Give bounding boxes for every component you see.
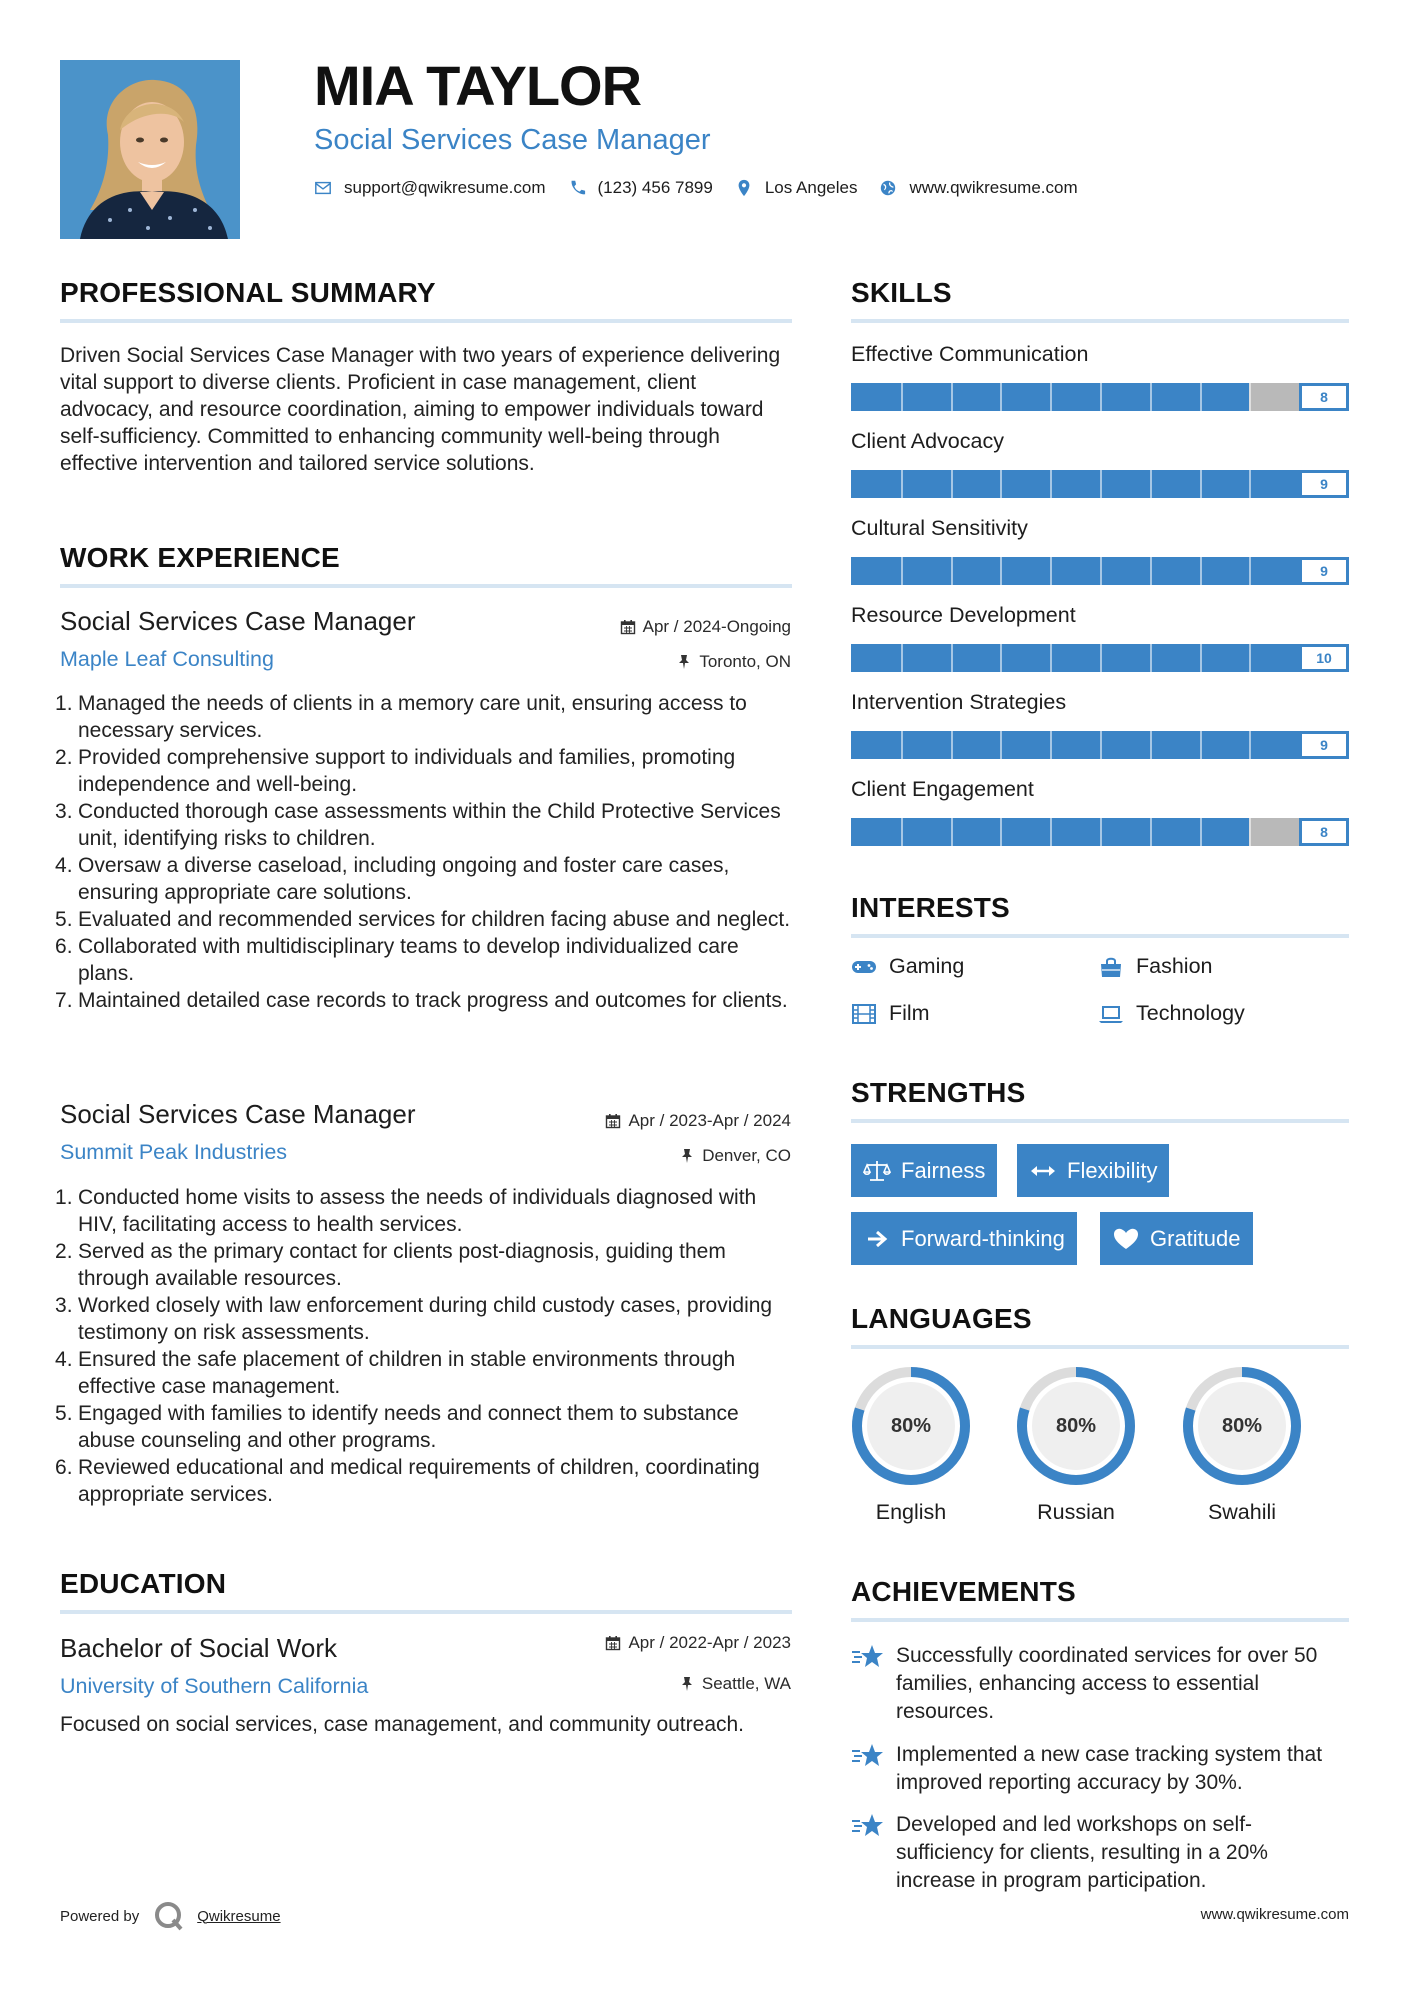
interest-fashion [1098, 954, 1213, 979]
skill-segment-divider [1000, 557, 1002, 585]
languages-divider [851, 1345, 1349, 1349]
contact-email[interactable] [314, 178, 546, 198]
skill-fill [851, 470, 1299, 498]
skill-segment-divider [1150, 818, 1152, 846]
language-percent: 80% [1221, 1414, 1263, 1437]
duty-item: Provided comprehensive support to individuals and families, promoting independence and well-being. [78, 746, 736, 796]
job-location-text-2: Denver, CO [702, 1146, 791, 1165]
education-school: University of Southern California [60, 1674, 369, 1698]
skill-segment-divider [1150, 731, 1152, 759]
footer-website[interactable]: www.qwikresume.com [1200, 1906, 1349, 1923]
shooting-star-icon [851, 1741, 885, 1771]
skill-segment-divider [1100, 470, 1102, 498]
globe-icon [879, 179, 897, 197]
job-location-text-1: Toronto, ON [699, 652, 791, 671]
skill-segment-divider [1000, 644, 1002, 672]
interest-label: Fashion [1136, 954, 1213, 978]
website-text: www.qwikresume.com [909, 178, 1078, 197]
skill-segment-divider [1050, 470, 1052, 498]
languages-heading: LANGUAGES [851, 1303, 1032, 1334]
experience-divider [60, 584, 792, 588]
job-dates-2 [605, 1111, 791, 1131]
skill-name-4: Resource Development [851, 603, 1076, 627]
skill-segment-divider [1150, 470, 1152, 498]
skill-level-badge: 10 [1299, 644, 1349, 672]
skill-segment-divider [951, 383, 953, 411]
duty-item: Managed the needs of clients in a memory care unit, ensuring access to necessary services. [78, 692, 747, 742]
skill-segment-divider [951, 818, 953, 846]
skill-name-1: Effective Communication [851, 342, 1089, 366]
skill-segment-divider [1200, 383, 1202, 411]
skill-name-6: Client Engagement [851, 777, 1034, 801]
job-company-2: Summit Peak Industries [60, 1140, 288, 1164]
calendar-icon [605, 1635, 621, 1651]
skill-segment-divider [1050, 383, 1052, 411]
education-dates-text: Apr / 2022-Apr / 2023 [628, 1633, 791, 1652]
job-title-1: Social Services Case Manager [60, 606, 416, 636]
skills-divider [851, 319, 1349, 323]
education-description: Focused on social services, case management, and community outreach. [60, 1713, 745, 1736]
strengths-heading: STRENGTHS [851, 1077, 1026, 1108]
duty-item: Collaborated with multidisciplinary teams to develop individualized care plans. [78, 935, 739, 985]
language-ring-swahili [1180, 1364, 1304, 1488]
skill-segment-divider [1100, 731, 1102, 759]
skill-level-badge: 8 [1299, 818, 1349, 846]
shopping-bag-icon [1098, 956, 1124, 978]
skill-segment-divider [951, 470, 953, 498]
achievement-text: Implemented a new case tracking system that improved reporting accuracy by 30%. [896, 1743, 1323, 1794]
skill-segment-divider [1200, 470, 1202, 498]
skill-segment-divider [901, 470, 903, 498]
skill-level-badge: 9 [1299, 731, 1349, 759]
job-title-2: Social Services Case Manager [60, 1099, 416, 1129]
envelope-icon [314, 179, 332, 197]
strength-label: Gratitude [1150, 1225, 1241, 1251]
duty-item: Conducted thorough case assessments within the Child Protective Services unit, identifying risks to children. [78, 800, 781, 850]
shooting-star-icon [851, 1642, 885, 1672]
skill-segment-divider [901, 644, 903, 672]
heart-icon [1112, 1227, 1140, 1251]
job-dates-text-2: Apr / 2023-Apr / 2024 [628, 1111, 791, 1130]
strengths-divider [851, 1119, 1349, 1123]
duty-item: Oversaw a diverse caseload, including ongoing and foster care cases, ensuring appropriate care solutions. [78, 854, 730, 904]
language-name-russian: Russian [1037, 1500, 1115, 1524]
job-location-1 [676, 652, 791, 672]
skill-segment-divider [1000, 818, 1002, 846]
strength-flexibility [1017, 1144, 1169, 1197]
shooting-star-icon [851, 1811, 885, 1841]
duty-item: Ensured the safe placement of children in stable environments through effective case management. [78, 1348, 736, 1398]
skill-segment-divider [1100, 557, 1102, 585]
duty-item: Maintained detailed case records to track progress and outcomes for clients. [78, 989, 788, 1012]
skill-name-2: Client Advocacy [851, 429, 1004, 453]
education-location-text: Seattle, WA [701, 1674, 791, 1693]
duty-item: Reviewed educational and medical requirements of children, coordinating appropriate services. [78, 1456, 760, 1506]
achievements-divider [851, 1618, 1349, 1622]
skill-bar-5 [851, 731, 1349, 759]
skill-segment-divider [1050, 731, 1052, 759]
interest-label: Gaming [889, 954, 965, 978]
skill-bar-6 [851, 818, 1349, 846]
powered-by-label: Powered by [60, 1907, 140, 1925]
skill-segment-divider [901, 383, 903, 411]
skill-segment-divider [1100, 818, 1102, 846]
skill-segment-divider [1150, 557, 1152, 585]
skill-level-badge: 8 [1299, 383, 1349, 411]
balance-scale-icon [863, 1159, 891, 1183]
interest-technology [1098, 1001, 1245, 1026]
strength-label: Fairness [901, 1157, 986, 1183]
phone-icon [568, 179, 586, 197]
language-ring-english [849, 1364, 973, 1488]
duty-item: Evaluated and recommended services for children facing abuse and neglect. [78, 908, 791, 931]
education-dates [605, 1633, 791, 1653]
job-company-1: Maple Leaf Consulting [60, 647, 274, 671]
skill-segment-divider [1249, 818, 1251, 846]
skill-bar-2 [851, 470, 1349, 498]
candidate-name: MIA TAYLOR [314, 54, 642, 117]
portrait-illustration [60, 60, 240, 239]
strength-forward-thinking [851, 1212, 1077, 1265]
strength-label: Forward-thinking [901, 1225, 1065, 1251]
duty-item: Conducted home visits to assess the needs of individuals diagnosed with HIV, facilitating access to health services. [78, 1186, 757, 1236]
skill-segment-divider [1249, 731, 1251, 759]
skill-fill [851, 731, 1299, 759]
achievements-heading: ACHIEVEMENTS [851, 1576, 1076, 1607]
strength-fairness [851, 1144, 997, 1197]
thumbtack-icon [676, 654, 692, 670]
skill-bar-3 [851, 557, 1349, 585]
skill-segment-divider [1249, 470, 1251, 498]
interest-label: Technology [1136, 1001, 1245, 1025]
thumbtack-icon [679, 1148, 695, 1164]
skill-level-badge: 9 [1299, 470, 1349, 498]
skill-name-5: Intervention Strategies [851, 690, 1067, 714]
skill-segment-divider [951, 731, 953, 759]
job-dates-1 [620, 617, 791, 637]
qwikresume-logo-icon [153, 1900, 185, 1932]
job-location-2 [679, 1146, 791, 1166]
skill-segment-divider [1100, 383, 1102, 411]
skill-segment-divider [1100, 644, 1102, 672]
skill-segment-divider [1000, 470, 1002, 498]
skill-level-badge: 9 [1299, 557, 1349, 585]
skill-segment-divider [1200, 557, 1202, 585]
skill-bar-4 [851, 644, 1349, 672]
skill-segment-divider [1200, 818, 1202, 846]
skill-segment-divider [1000, 731, 1002, 759]
language-name-english: English [875, 1500, 947, 1524]
summary-text: Driven Social Services Case Manager with two years of experience delivering vital support to diverse clients. Proficient in case management, client advocacy, and resource coordination, aiming to empower individuals toward self-sufficiency. Committed to enhancing community well-being through effective intervention and tailored service solutions. [60, 344, 781, 475]
powered-by [60, 1900, 281, 1932]
experience-heading: WORK EXPERIENCE [60, 542, 340, 573]
achievement-text: Developed and led workshops on self-sufficiency for clients, resulting in a 20% increase in program participation. [896, 1813, 1268, 1892]
duty-item: Served as the primary contact for clients post-diagnosis, guiding them through available resources. [78, 1240, 726, 1290]
candidate-title: Social Services Case Manager [314, 124, 711, 156]
brand-link[interactable]: Qwikresume [197, 1907, 281, 1925]
skill-segment-divider [1200, 644, 1202, 672]
skill-segment-divider [1050, 818, 1052, 846]
job-duties-2 [78, 1184, 798, 1508]
summary-divider [60, 319, 792, 323]
summary-heading: PROFESSIONAL SUMMARY [60, 277, 436, 308]
arrows-horizontal-icon [1029, 1159, 1057, 1183]
skill-segment-divider [1249, 383, 1251, 411]
interest-gaming [851, 954, 964, 979]
skill-segment-divider [1000, 383, 1002, 411]
skill-segment-divider [1150, 644, 1152, 672]
skill-segment-divider [901, 731, 903, 759]
calendar-icon [620, 619, 636, 635]
interest-label: Film [889, 1001, 930, 1025]
duty-item: Worked closely with law enforcement during child custody cases, providing testimony on risk assessments. [78, 1294, 773, 1344]
interest-film [851, 1001, 930, 1026]
skill-segment-divider [1249, 557, 1251, 585]
laptop-icon [1098, 1003, 1124, 1025]
skill-segment-divider [1050, 644, 1052, 672]
film-icon [851, 1003, 877, 1025]
location-text: Los Angeles [764, 178, 858, 197]
strength-label: Flexibility [1067, 1157, 1158, 1183]
map-pin-icon [735, 179, 753, 197]
language-percent: 80% [890, 1414, 932, 1437]
education-location [679, 1674, 791, 1694]
contact-website[interactable] [879, 178, 1077, 198]
skill-segment-divider [951, 644, 953, 672]
skill-segment-divider [1050, 557, 1052, 585]
skill-segment-divider [1150, 383, 1152, 411]
calendar-icon [605, 1113, 621, 1129]
language-percent: 80% [1055, 1414, 1097, 1437]
language-ring-russian [1014, 1364, 1138, 1488]
duty-item: Engaged with families to identify needs and connect them to substance abuse counseling and other programs. [78, 1402, 739, 1452]
gamepad-icon [851, 956, 877, 978]
job-duties-1 [78, 690, 798, 1014]
skill-bar-1 [851, 383, 1349, 411]
email-text: support@qwikresume.com [344, 178, 546, 197]
skill-segment-divider [1249, 644, 1251, 672]
profile-photo [60, 60, 240, 239]
interests-divider [851, 934, 1349, 938]
skill-segment-divider [1200, 731, 1202, 759]
skills-heading: SKILLS [851, 277, 952, 308]
interests-heading: INTERESTS [851, 892, 1010, 923]
skill-segment-divider [951, 557, 953, 585]
thumbtack-icon [679, 1676, 695, 1692]
strength-gratitude [1100, 1212, 1253, 1265]
education-divider [60, 1610, 792, 1614]
education-heading: EDUCATION [60, 1568, 227, 1599]
arrow-right-icon [863, 1227, 891, 1251]
skill-segment-divider [901, 557, 903, 585]
skill-segment-divider [901, 818, 903, 846]
language-name-swahili: Swahili [1207, 1500, 1277, 1524]
achievement-text: Successfully coordinated services for over 50 families, enhancing access to essential resources. [896, 1644, 1318, 1723]
phone-text: (123) 456 7899 [597, 178, 713, 197]
education-degree: Bachelor of Social Work [60, 1633, 337, 1663]
contact-phone[interactable] [568, 178, 713, 198]
skill-name-3: Cultural Sensitivity [851, 516, 1028, 540]
job-dates-text-1: Apr / 2024-Ongoing [642, 617, 791, 636]
contact-bar [314, 178, 1100, 198]
contact-location [735, 178, 858, 198]
skill-fill [851, 557, 1299, 585]
